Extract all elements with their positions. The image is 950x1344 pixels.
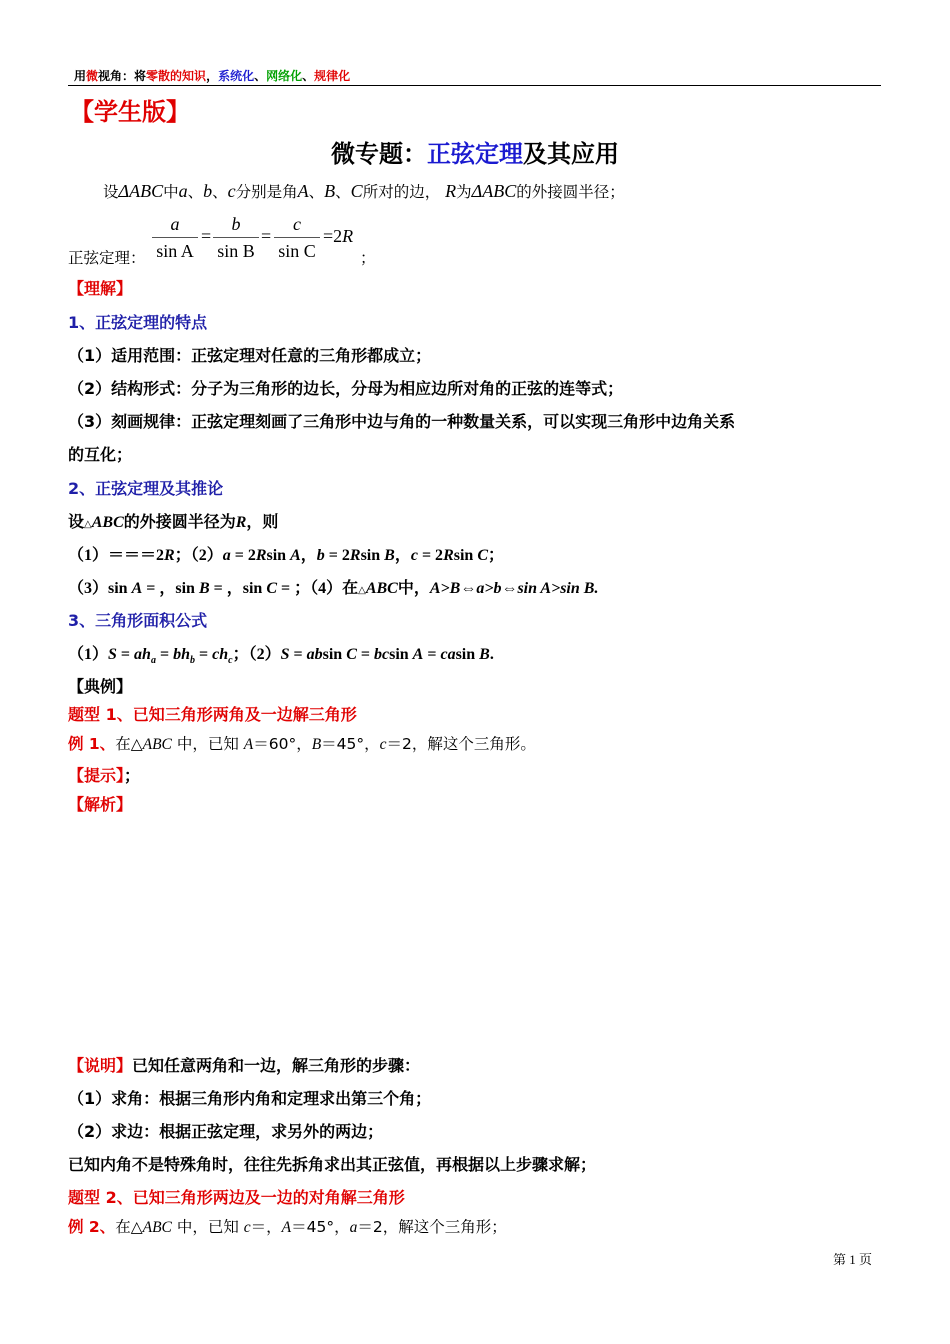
page-title: [0, 134, 950, 169]
example-label: 例 1、: [68, 735, 116, 753]
intro-text: 、: [187, 183, 204, 201]
text: ＝2，解这个三角形；: [357, 1218, 507, 1236]
page-number: 第 1 页: [833, 1252, 873, 1267]
math: C: [346, 646, 357, 663]
math-sub: b: [189, 655, 195, 667]
math: B: [311, 736, 322, 753]
section-heading-3: 3、三角形面积公式: [68, 611, 208, 630]
fraction-a: [152, 213, 198, 262]
intro-text: 为: [456, 183, 472, 201]
text: ＝2，解这个三角形。: [386, 735, 536, 753]
analysis-label: 【解析】: [68, 795, 133, 814]
text: =: [289, 646, 307, 663]
intro-math: b: [203, 181, 213, 201]
text: =: [194, 646, 213, 663]
fraction-denominator: sin A: [156, 241, 194, 261]
math: B: [198, 580, 210, 597]
slogan-text: 用: [74, 69, 87, 83]
math: A: [412, 646, 424, 663]
math: B: [384, 547, 395, 564]
text: ＝，: [250, 1218, 282, 1236]
understand-label: 【理解】: [68, 279, 133, 298]
text: ；: [124, 766, 141, 785]
area-formula: [68, 641, 494, 666]
title-suffix: 及其应用: [523, 140, 619, 168]
slogan-text: 、: [254, 69, 267, 83]
fraction-c: [274, 213, 320, 262]
math: A>B⇔a>b⇔sin A>sin B.: [429, 580, 599, 597]
list-item: （1）适用范围：正弦定理对任意的三角形都成立；: [68, 346, 432, 365]
text: = ；（4）在: [277, 580, 359, 597]
text: sin: [453, 547, 478, 564]
math: c: [243, 1219, 251, 1236]
law-end: ；: [360, 249, 376, 267]
text: ；（2）: [232, 646, 281, 663]
corollary-line-1: [68, 542, 504, 565]
slogan-text: 微: [86, 69, 99, 83]
law-label: 正弦定理：: [68, 249, 146, 267]
math: R: [255, 547, 267, 564]
hint-label: 【提示】: [68, 766, 125, 785]
text: sin: [322, 646, 347, 663]
math: ABC: [91, 514, 124, 531]
list-item: 已知内角不是特殊角时，往往先拆角求出其正弦值，再根据以上步骤求解；: [68, 1155, 597, 1174]
math: A: [281, 1219, 292, 1236]
text: = ，sin: [142, 580, 199, 597]
math: a: [222, 547, 231, 564]
math: ah: [134, 646, 151, 663]
fraction-b: [213, 213, 259, 262]
slogan-text: 网络化: [266, 69, 303, 83]
math: R: [349, 547, 361, 564]
math: ABC: [142, 1219, 172, 1236]
section-heading-2: 2、正弦定理及其推论: [68, 479, 224, 498]
math: ca: [440, 646, 456, 663]
intro-text: 、: [308, 183, 325, 201]
text: sin: [455, 646, 480, 663]
math: ch: [212, 646, 229, 663]
text: 在△: [115, 735, 143, 753]
intro-math: A: [297, 181, 309, 201]
slogan-text: 、: [302, 69, 315, 83]
intro-math: ΔABC: [471, 181, 517, 201]
list-item: 的互化；: [68, 445, 133, 464]
text: =: [155, 646, 174, 663]
text: 已知任意两角和一边，解三角形的步骤：: [132, 1056, 421, 1075]
intro-text: 的外接圆半径；: [516, 183, 625, 201]
triangle-symbol: △: [84, 519, 92, 530]
fraction-denominator: sin B: [217, 241, 255, 261]
corollary-line-2: [68, 575, 598, 598]
text: 中，: [397, 580, 430, 597]
math: B: [479, 646, 490, 663]
intro-text: 设: [103, 183, 119, 201]
title-highlight: 正弦定理: [427, 140, 523, 168]
fraction-bar: [152, 237, 198, 238]
list-item: （3）刻画规律：正弦定理刻画了三角形中边与角的一种数量关系，可以实现三角形中边角关系: [68, 412, 736, 431]
fraction-numerator: b: [231, 214, 241, 234]
math: A: [290, 547, 301, 564]
intro-text: 中: [163, 183, 179, 201]
slogan-text: 系统化: [218, 69, 255, 83]
math: a: [349, 1219, 358, 1236]
text: sin: [389, 646, 413, 663]
section-heading-1: 1、正弦定理的特点: [68, 313, 208, 332]
text: 设: [68, 512, 85, 531]
text: （3）sin: [68, 580, 132, 597]
fraction-bar: [213, 237, 259, 238]
text: ，: [300, 547, 317, 564]
title-prefix: 微专题：: [331, 140, 427, 168]
header-divider: [68, 85, 881, 86]
text: =: [356, 646, 374, 663]
intro-text: 、: [212, 183, 228, 201]
text: = 2: [417, 547, 444, 564]
examples-label: 【典例】: [68, 677, 133, 696]
math: c: [379, 736, 387, 753]
list-item: （2）求边：根据正弦定理，求另外的两边；: [68, 1122, 384, 1141]
text: = ，sin: [209, 580, 267, 597]
math: S: [108, 646, 117, 663]
math: C: [477, 547, 488, 564]
version-badge: 【学生版】: [70, 98, 190, 126]
intro-math: ΔABC: [118, 181, 164, 201]
problem-type-1: 题型 1、已知三角形两角及一边解三角形: [68, 705, 357, 724]
law-result-value: =2: [323, 226, 343, 246]
math: b: [316, 547, 325, 564]
fraction-numerator: a: [170, 214, 180, 234]
text: （1）＝＝＝2: [68, 547, 165, 564]
slogan-text: 规律化: [314, 69, 351, 83]
fraction-bar: [274, 237, 320, 238]
math: S: [280, 646, 290, 663]
law-result: [323, 226, 353, 247]
triangle-symbol: △: [358, 585, 366, 596]
intro-math: a: [178, 181, 188, 201]
math: ab: [306, 646, 323, 663]
text: 的外接圆半径为: [123, 512, 236, 531]
fraction-denominator: sin C: [278, 241, 316, 261]
math: R: [235, 514, 247, 531]
note-label: 【说明】: [68, 1056, 133, 1075]
intro-text: 、: [335, 183, 351, 201]
text: （1）: [68, 646, 109, 663]
intro-line: [103, 180, 625, 202]
corollary-intro: [68, 509, 278, 532]
text: = 2: [324, 547, 350, 564]
intro-text: 所对的边，: [362, 183, 441, 201]
math: C: [266, 580, 277, 597]
math: R: [164, 547, 175, 564]
text: ；（2）: [174, 547, 223, 564]
text: sin: [360, 547, 385, 564]
slogan-text: ，: [206, 69, 219, 83]
math: A: [131, 580, 143, 597]
text: =: [423, 646, 441, 663]
text: 在△: [115, 1218, 143, 1236]
intro-math: R: [445, 181, 457, 201]
header-slogan: [74, 67, 350, 84]
math: ABC: [142, 736, 172, 753]
text: ；: [487, 547, 504, 564]
list-item: （2）结构形式：分子为三角形的边长，分母为相应边所对角的正弦的连等式；: [68, 379, 624, 398]
intro-math: C: [350, 181, 363, 201]
note-line: [68, 1053, 420, 1076]
equals-sign: =: [201, 226, 212, 246]
intro-math: B: [324, 181, 336, 201]
intro-math: c: [227, 181, 236, 201]
text: ＝45°，: [321, 735, 380, 753]
problem-type-2: 题型 2、已知三角形两边及一边的对角解三角形: [68, 1188, 405, 1207]
math-sub: a: [150, 655, 156, 667]
law-result-r: R: [342, 226, 354, 246]
text: 中，已知: [171, 1218, 244, 1236]
equals-sign: =: [261, 226, 272, 246]
slogan-text: 零散的知识: [146, 69, 207, 83]
list-item: （1）求角：根据三角形内角和定理求出第三个角；: [68, 1089, 432, 1108]
text: sin: [266, 547, 291, 564]
text: ＝45°，: [291, 1218, 350, 1236]
text: .: [489, 646, 494, 663]
math-sub: c: [228, 655, 233, 667]
example-1: [68, 732, 536, 754]
math: bc: [373, 646, 390, 663]
math: bh: [173, 646, 190, 663]
intro-text: 分别是角: [235, 183, 298, 201]
text: ，: [394, 547, 411, 564]
text: = 2: [230, 547, 256, 564]
math: A: [243, 736, 254, 753]
slogan-text: 视角：将: [98, 69, 147, 83]
text: ＝60°，: [253, 735, 312, 753]
text: ，则: [246, 512, 279, 531]
math: R: [443, 547, 454, 564]
math: c: [410, 547, 418, 564]
hint-line: [68, 763, 140, 786]
example-label: 例 2、: [68, 1218, 116, 1236]
text: 中，已知: [171, 735, 244, 753]
fraction-numerator: c: [293, 214, 301, 234]
text: =: [116, 646, 135, 663]
math: ABC: [365, 580, 398, 597]
example-2: [68, 1215, 507, 1237]
